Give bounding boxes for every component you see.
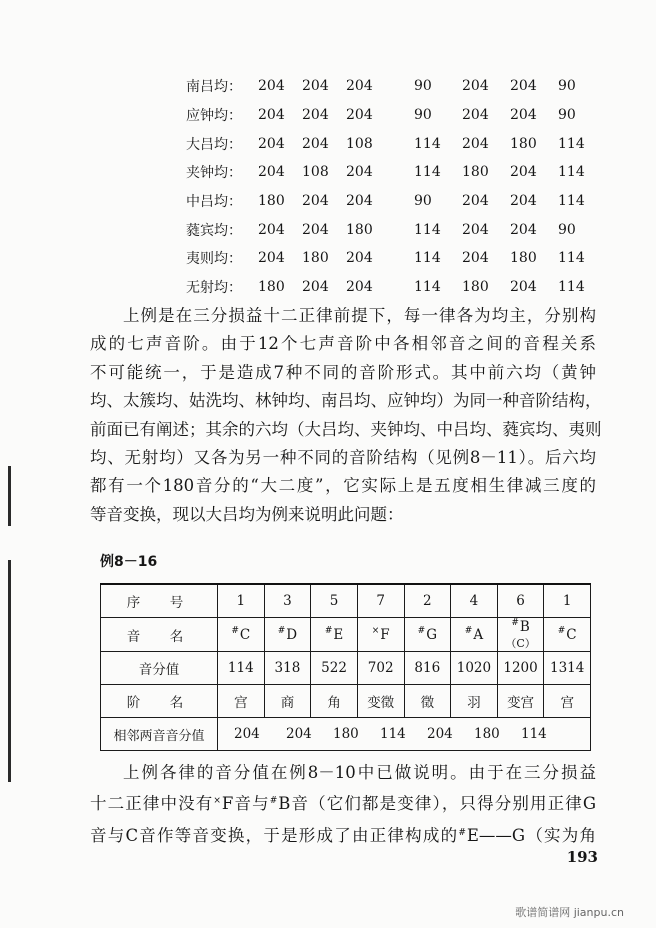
header-order: 序 号 <box>101 584 218 618</box>
intro-value: 204 <box>346 78 373 95</box>
cents-cell: 1200 <box>497 652 544 685</box>
interval-value: 204 <box>234 726 260 742</box>
example-table <box>100 583 591 751</box>
intro-value: 90 <box>414 107 432 124</box>
intro-row <box>186 187 606 216</box>
paragraph-line: 上例各律的音分值在例8－10中已做说明。由于在三分损益 <box>123 763 596 782</box>
intro-value: 108 <box>346 135 373 152</box>
order-cell: 6 <box>497 584 544 618</box>
intro-value: 114 <box>558 164 585 181</box>
intro-value: 180 <box>258 279 285 296</box>
paragraph-line: 十二正律中没有×F音与#B音（它们都是变律），只得分别用正律G <box>90 794 597 814</box>
paragraph-line: 都有一个180音分的“大二度”，它实际上是五度相生律减三度的 <box>90 476 596 496</box>
cents-cell: 114 <box>218 652 265 685</box>
intro-value: 204 <box>258 164 285 181</box>
page-number: 193 <box>566 848 598 866</box>
intro-value: 90 <box>414 78 432 95</box>
intro-value: 204 <box>346 279 373 296</box>
order-cell: 2 <box>404 584 451 618</box>
order-cell: 5 <box>311 584 358 618</box>
interval-value: 204 <box>286 726 312 742</box>
intro-value: 204 <box>302 279 329 296</box>
paragraph-line: 均、太簇均、姑洗均、林钟均、南吕均、应钟均）为同一种音阶结构， <box>90 391 602 411</box>
interval-value: 204 <box>427 726 453 742</box>
step-cell: 宫 <box>544 685 591 718</box>
intro-gap <box>390 129 414 158</box>
intro-value: 180 <box>258 193 285 210</box>
row-cents <box>101 652 591 685</box>
intro-value: 180 <box>462 164 489 181</box>
intro-value: 114 <box>414 221 441 238</box>
intro-row <box>186 215 606 244</box>
watermark-text: 歌谱简谱网 jianpu.cn <box>515 906 624 919</box>
row-intervals <box>101 718 591 751</box>
step-cell: 角 <box>311 685 358 718</box>
step-cell: 商 <box>264 685 311 718</box>
intro-value: 114 <box>558 193 585 210</box>
intro-value: 204 <box>462 250 489 267</box>
intro-value: 204 <box>302 221 329 238</box>
intro-row <box>186 244 606 273</box>
intro-value: 204 <box>510 107 537 124</box>
note-cell: #C <box>544 618 591 652</box>
intro-gap <box>390 215 414 244</box>
step-cell: 变宫 <box>497 685 544 718</box>
intro-value: 204 <box>258 78 285 95</box>
intro-row <box>186 158 606 187</box>
intro-value: 90 <box>558 78 576 95</box>
paragraph-line: 等音变换，现以大吕均为例来说明此问题： <box>90 504 404 524</box>
intro-value: 204 <box>510 279 537 296</box>
paragraph-line: 音与C音作等音变换，于是形成了由正律构成的#E——G（实为角 <box>90 825 596 845</box>
step-cell: 变徵 <box>357 685 404 718</box>
intro-value: 180 <box>346 221 373 238</box>
intro-value: 180 <box>302 250 329 267</box>
intro-value: 114 <box>414 135 441 152</box>
intro-row-name: 无射均： <box>186 280 242 297</box>
intro-row-name: 夹钟均： <box>186 165 242 182</box>
intro-value: 204 <box>302 78 329 95</box>
interval-value: 114 <box>521 726 547 742</box>
intro-table <box>186 72 606 302</box>
note-cell: #E <box>311 618 358 652</box>
paragraph-line: 上例是在三分损益十二正律前提下，每一律各为均主，分别构 <box>123 306 596 325</box>
intro-value: 204 <box>510 221 537 238</box>
order-cell: 1 <box>544 584 591 618</box>
intro-value: 90 <box>558 221 576 238</box>
step-cell: 羽 <box>451 685 498 718</box>
intro-row-name: 大吕均： <box>186 136 242 153</box>
cents-cell: 816 <box>404 652 451 685</box>
page-edge-left <box>8 466 11 526</box>
intro-value: 204 <box>302 193 329 210</box>
intro-value: 114 <box>558 250 585 267</box>
intro-value: 114 <box>558 279 585 296</box>
intro-gap <box>390 158 414 187</box>
header-interval: 相邻两音音分值 <box>101 718 218 751</box>
cents-cell: 1020 <box>451 652 498 685</box>
paragraph-line: 前面已有阐述；其余的六均（大吕均、夹钟均、中吕均、蕤宾均、夷则 <box>90 419 602 439</box>
intro-value: 204 <box>462 221 489 238</box>
intro-gap <box>390 101 414 130</box>
example-label: 例8－16 <box>100 554 158 570</box>
intro-value: 180 <box>510 135 537 152</box>
intro-value: 204 <box>346 193 373 210</box>
intro-row <box>186 129 606 158</box>
note-cell: #C <box>218 618 265 652</box>
intro-row-name: 应钟均： <box>186 108 242 125</box>
intro-row-name: 南吕均： <box>186 79 242 96</box>
intro-value: 204 <box>462 193 489 210</box>
intro-gap <box>390 273 414 302</box>
paragraph-line: 不可能统一，于是造成7种不同的音阶形式。其中前六均（黄钟 <box>90 362 596 382</box>
cents-cell: 318 <box>264 652 311 685</box>
paragraph-line: 均、无射均）又各为另一种不同的音阶结构（见例8－11）。后六均 <box>90 448 596 468</box>
row-steps <box>101 685 591 718</box>
paragraph-line: 成的七声音阶。由于12个七声音阶中各相邻音之间的音程关系 <box>90 334 596 354</box>
note-cell: #B（C） <box>497 618 544 652</box>
intro-value: 180 <box>462 279 489 296</box>
intro-row <box>186 101 606 130</box>
cents-cell: 702 <box>357 652 404 685</box>
intro-value: 114 <box>414 164 441 181</box>
intro-value: 204 <box>258 107 285 124</box>
interval-value: 180 <box>474 726 500 742</box>
intro-value: 204 <box>510 78 537 95</box>
intro-value: 114 <box>414 279 441 296</box>
intro-value: 204 <box>258 221 285 238</box>
note-cell: ×F <box>357 618 404 652</box>
intro-value: 204 <box>462 107 489 124</box>
interval-cell <box>218 718 591 751</box>
intro-value: 180 <box>510 250 537 267</box>
row-notes <box>101 618 591 652</box>
intro-value: 204 <box>346 107 373 124</box>
paragraph-1 <box>90 302 602 529</box>
interval-value: 114 <box>380 726 406 742</box>
step-cell: 宫 <box>218 685 265 718</box>
intro-value: 204 <box>258 250 285 267</box>
intro-value: 204 <box>302 107 329 124</box>
order-cell: 3 <box>264 584 311 618</box>
intro-value: 204 <box>346 164 373 181</box>
order-cell: 7 <box>357 584 404 618</box>
intro-row-name: 中吕均： <box>186 194 242 211</box>
interval-value: 180 <box>333 726 359 742</box>
header-step: 阶 名 <box>101 685 218 718</box>
order-cell: 4 <box>451 584 498 618</box>
row-order <box>101 584 591 618</box>
intro-row <box>186 273 606 302</box>
intro-value: 114 <box>414 250 441 267</box>
step-cell: 徵 <box>404 685 451 718</box>
intro-value: 90 <box>414 193 432 210</box>
intro-value: 204 <box>462 78 489 95</box>
note-cell: #G <box>404 618 451 652</box>
cents-cell: 522 <box>311 652 358 685</box>
intro-value: 204 <box>258 135 285 152</box>
intro-row-name: 蕤宾均： <box>186 222 242 239</box>
note-cell: #D <box>264 618 311 652</box>
intro-row <box>186 72 606 101</box>
intro-value: 204 <box>302 135 329 152</box>
cents-cell: 1314 <box>544 652 591 685</box>
intro-gap <box>390 244 414 273</box>
intro-value: 90 <box>558 107 576 124</box>
page-edge-left-lower <box>8 560 11 782</box>
order-cell: 1 <box>218 584 265 618</box>
note-cell: #A <box>451 618 498 652</box>
intro-gap <box>390 187 414 216</box>
intro-value: 108 <box>302 164 329 181</box>
intro-value: 114 <box>558 135 585 152</box>
intro-value: 204 <box>510 164 537 181</box>
intro-value: 204 <box>346 250 373 267</box>
header-cents: 音分值 <box>101 652 218 685</box>
intro-value: 204 <box>462 135 489 152</box>
header-note: 音 名 <box>101 618 218 652</box>
paragraph-2 <box>90 759 596 850</box>
intro-row-name: 夷则均： <box>186 251 242 268</box>
intro-value: 204 <box>510 193 537 210</box>
intro-gap <box>390 72 414 101</box>
